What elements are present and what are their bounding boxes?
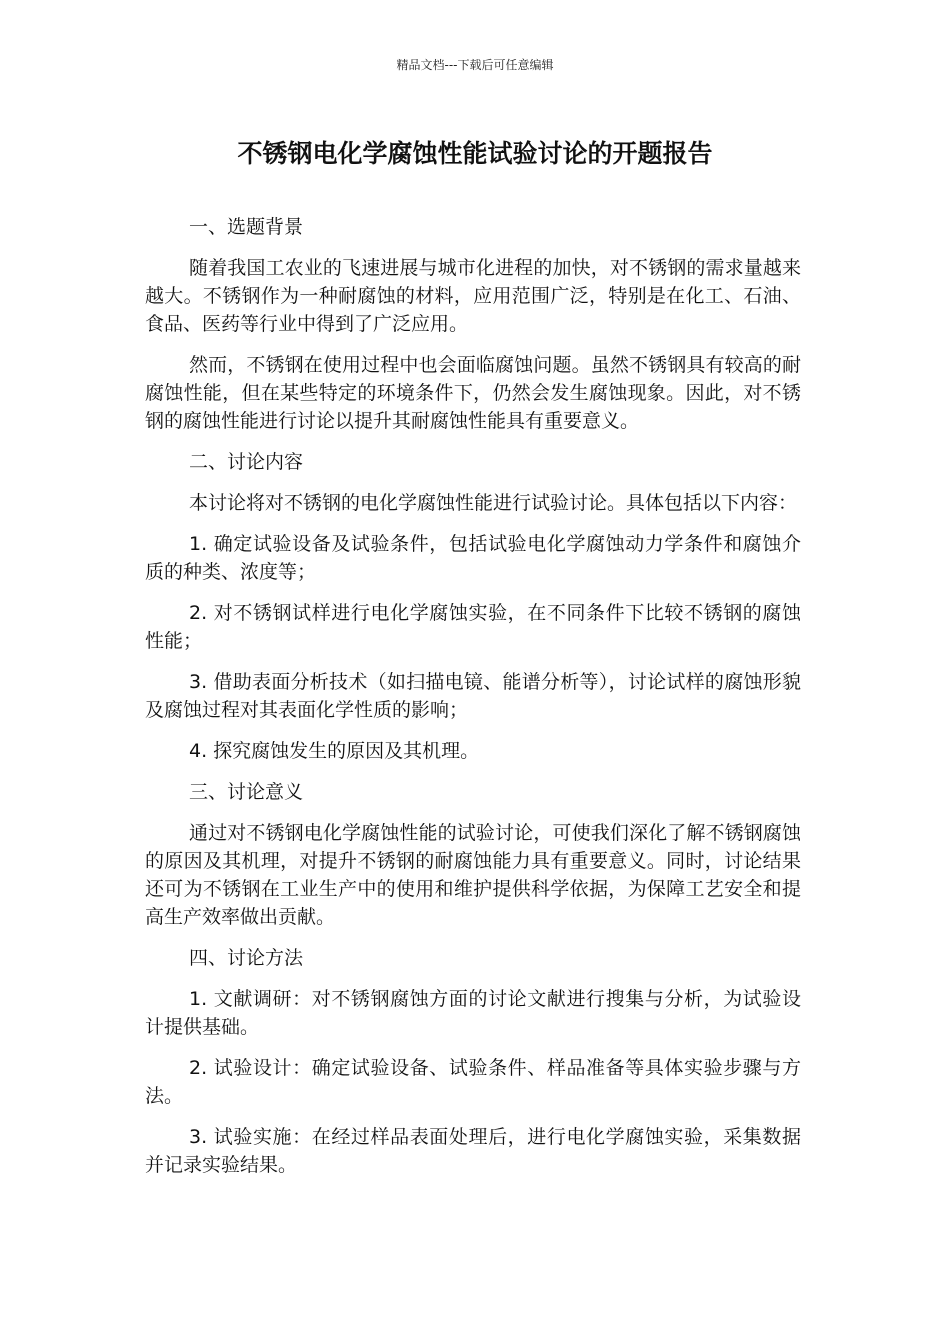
- list-item-methods-2: 2. 试验设计：确定试验设备、试验条件、样品准备等具体实验步骤与方法。: [145, 1057, 801, 1107]
- paragraph-content-intro: 本讨论将对不锈钢的电化学腐蚀性能进行试验讨论。具体包括以下内容：: [189, 492, 798, 514]
- list-item-content-3: 3. 借助表面分析技术（如扫描电镜、能谱分析等），讨论试样的腐蚀形貌及腐蚀过程对其表面化学性质的影响；: [145, 671, 801, 721]
- paragraph-background-2: 然而，不锈钢在使用过程中也会面临腐蚀问题。虽然不锈钢具有较高的耐腐蚀性能，但在某些特定的环境条件下，仍然会发生腐蚀现象。因此，对不锈钢的腐蚀性能进行讨论以提升其耐腐蚀性能具有重要意义。: [145, 354, 801, 432]
- section-heading-content: 二、讨论内容: [189, 451, 304, 473]
- list-item-content-4: 4. 探究腐蚀发生的原因及其机理。: [189, 740, 480, 762]
- paragraph-background-1: 随着我国工农业的飞速进展与城市化进程的加快，对不锈钢的需求量越来越大。不锈钢作为一种耐腐蚀的材料，应用范围广泛，特别是在化工、石油、食品、医药等行业中得到了广泛应用。: [145, 257, 801, 335]
- section-heading-methods: 四、讨论方法: [189, 947, 304, 969]
- paragraph-significance: 通过对不锈钢电化学腐蚀性能的试验讨论，可使我们深化了解不锈钢腐蚀的原因及其机理，对提升不锈钢的耐腐蚀能力具有重要意义。同时，讨论结果还可为不锈钢在工业生产中的使用和维护提供科学依据，为保障工艺安全和提高生产效率做出贡献。: [145, 822, 801, 928]
- section-heading-background: 一、选题背景: [189, 216, 304, 238]
- document-title: 不锈钢电化学腐蚀性能试验讨论的开题报告: [237, 139, 713, 168]
- list-item-content-1: 1. 确定试验设备及试验条件，包括试验电化学腐蚀动力学条件和腐蚀介质的种类、浓度等；: [145, 533, 801, 583]
- page-header: 精品文档---下载后可任意编辑: [396, 58, 554, 72]
- list-item-methods-3: 3. 试验实施：在经过样品表面处理后，进行电化学腐蚀实验，采集数据并记录实验结果。: [145, 1126, 801, 1176]
- section-heading-significance: 三、讨论意义: [189, 781, 304, 803]
- list-item-content-2: 2. 对不锈钢试样进行电化学腐蚀实验，在不同条件下比较不锈钢的腐蚀性能；: [145, 602, 801, 652]
- document-body: [145, 213, 801, 1192]
- list-item-methods-1: 1. 文献调研：对不锈钢腐蚀方面的讨论文献进行搜集与分析，为试验设计提供基础。: [145, 988, 801, 1038]
